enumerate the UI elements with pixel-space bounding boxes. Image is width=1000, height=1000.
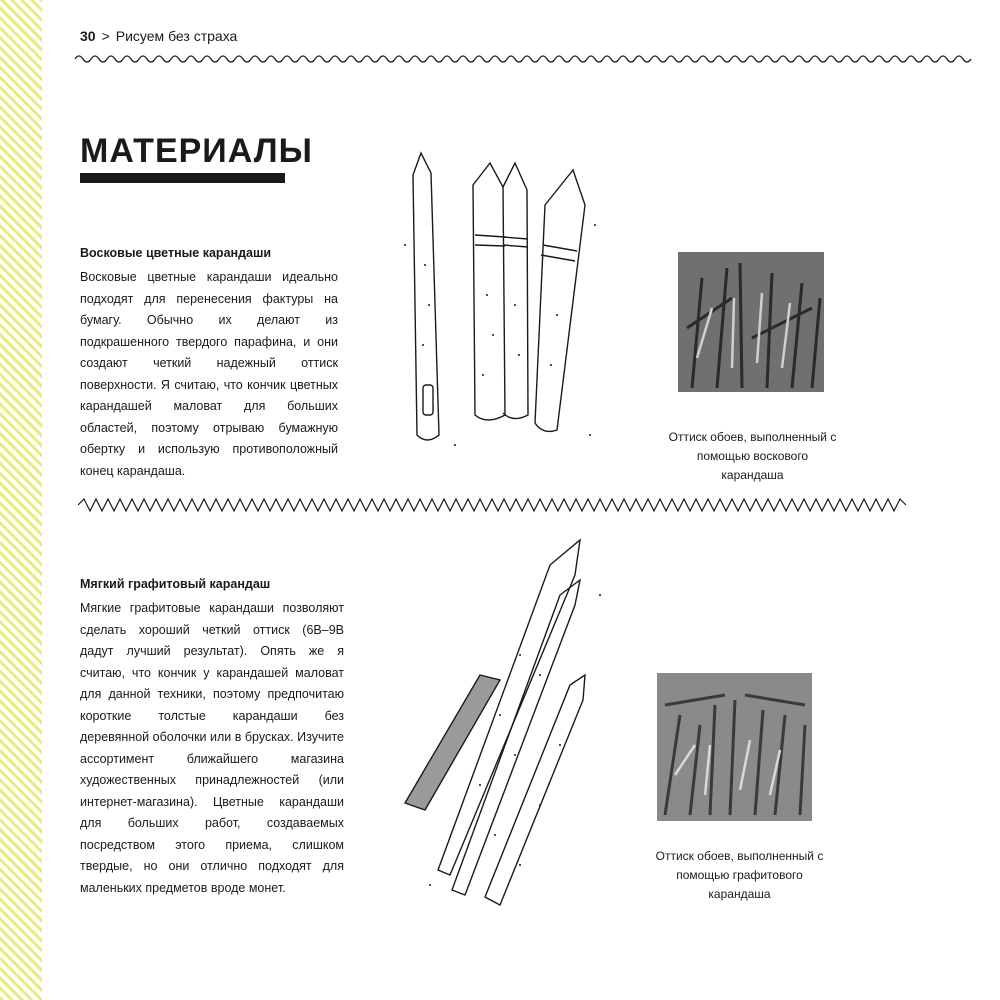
title-underline-bar bbox=[80, 173, 285, 183]
header-wavy-rule bbox=[75, 52, 975, 66]
section-divider-zigzag bbox=[78, 496, 908, 514]
section-heading-graphite: Мягкий графитовый карандаш bbox=[80, 577, 271, 591]
header-separator: > bbox=[101, 28, 110, 44]
running-header bbox=[80, 28, 237, 44]
wax-crayons-illustration bbox=[395, 145, 615, 465]
graphite-pencils-illustration bbox=[400, 535, 620, 915]
page-title: МАТЕРИАЛЫ bbox=[80, 132, 313, 170]
page-number: 30 bbox=[80, 28, 96, 44]
section-text-graphite: Мягкие графитовые карандаши позволяют сделать хороший четкий оттиск (6B–9B дадут лучший результат). Опять же я считаю, что кончик у карандашей маловат для данной техники, поэтому предпочитаю короткие толстые карандаши без деревянной оболочки или в брусках. Изучите ассортимент ближайшего магазина художественных принадлежностей (или интернет-магазина). Цветные карандаши для больших работ, создаваемых посредством этого приема, слишком твердые, но они отлично подходят для маленьких предметов вроде монет. bbox=[80, 601, 344, 895]
caption-wax: Оттиск обоев, выполненный с помощью воскового карандаша bbox=[668, 430, 837, 482]
graphite-rubbing-swatch bbox=[655, 655, 815, 825]
wax-rubbing-swatch bbox=[672, 238, 830, 398]
section-heading-wax: Восковые цветные карандаши bbox=[80, 246, 272, 260]
section-text-wax: Восковые цветные карандаши идеально подходят для перенесения фактуры на бумагу. Обычно их делают из подкрашенного твердого парафина, и они создают четкий надежный оттиск поверхности. Я считаю, что кончик цветных карандашей маловат для больших областей, поэтому отрываю бумажную обертку и использую противоположный конец карандаша. bbox=[80, 270, 338, 478]
caption-graphite: Оттиск обоев, выполненный с помощью графитового карандаша bbox=[655, 849, 824, 901]
decorative-side-stripe bbox=[0, 0, 42, 1000]
book-title: Рисуем без страха bbox=[115, 28, 238, 44]
